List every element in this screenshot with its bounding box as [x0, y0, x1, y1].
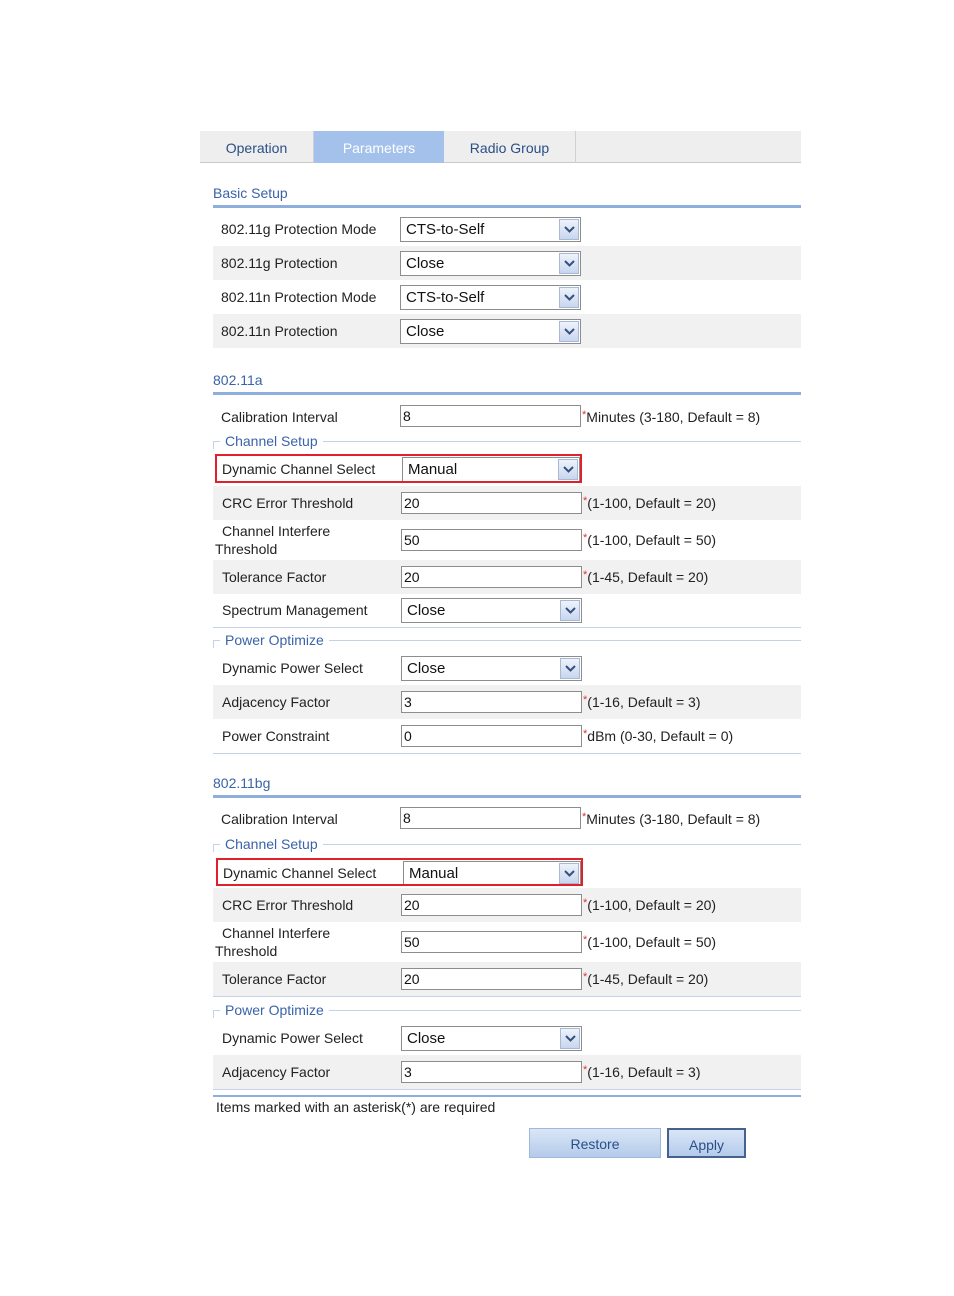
input-11a-crc-threshold[interactable]: 20 [401, 492, 582, 514]
hint-interfere: *(1-100, Default = 50) [583, 532, 717, 548]
power-optimize-legend: Power Optimize [220, 632, 329, 648]
label-crc-error-threshold: CRC Error Threshold [222, 495, 354, 511]
label-power-constraint: Power Constraint [222, 728, 330, 744]
row-11bg-crc [213, 888, 801, 922]
row-11bg-adjacency [213, 1055, 801, 1089]
select-11a-spectrum-management[interactable] [401, 598, 582, 623]
row-11n-protection-mode [213, 280, 801, 314]
section-11bg-title: 802.11bg [213, 775, 271, 791]
fieldset-border [213, 627, 801, 628]
row-11a-adjacency [213, 685, 801, 719]
hint-tolerance: *(1-45, Default = 20) [583, 971, 709, 987]
apply-button[interactable]: Apply [667, 1128, 746, 1158]
tab-bar [200, 131, 801, 163]
row-11bg-dynamic-power [213, 1021, 801, 1055]
hint-text: Minutes (3-180, Default = 8) [586, 811, 761, 827]
hint-text: (1-100, Default = 50) [587, 532, 717, 548]
tab-radio-group[interactable]: Radio Group [469, 140, 550, 156]
input-11a-adjacency-factor[interactable]: 3 [401, 691, 582, 713]
label-adjacency-factor: Adjacency Factor [222, 694, 331, 710]
fieldset-border [213, 1089, 801, 1090]
select-value: Manual [408, 461, 458, 478]
label-line: Threshold [215, 541, 278, 557]
row-11a-tolerance [213, 560, 801, 594]
label-line: Channel Interfere [222, 925, 331, 941]
fieldset-corner [213, 1010, 219, 1018]
select-value: Close [406, 255, 445, 272]
label-11n-protection: 802.11n Protection [221, 323, 338, 339]
label-dynamic-channel-select: Dynamic Channel Select [222, 461, 376, 477]
label-dynamic-power-select: Dynamic Power Select [222, 660, 363, 676]
fieldset-corner [213, 640, 219, 648]
hint-crc: *(1-100, Default = 20) [583, 897, 717, 913]
hint-text: (1-45, Default = 20) [587, 971, 709, 987]
label-11g-protection-mode: 802.11g Protection Mode [221, 221, 377, 237]
row-11bg-tolerance [213, 962, 801, 996]
label-channel-interfere-threshold [215, 522, 331, 557]
chevron-down-icon[interactable] [559, 321, 579, 342]
chevron-down-icon[interactable] [559, 287, 579, 308]
label-line: Channel Interfere [222, 523, 331, 539]
select-value: Manual [409, 865, 459, 882]
hint-calibration: *Minutes (3-180, Default = 8) [582, 409, 761, 425]
select-value: Close [407, 1030, 446, 1047]
label-adjacency-factor: Adjacency Factor [222, 1064, 331, 1080]
label-spectrum-management: Spectrum Management [222, 602, 368, 618]
fieldset-border [213, 996, 801, 997]
section-divider [213, 795, 801, 798]
label-calibration-interval: Calibration Interval [221, 409, 338, 425]
input-11a-interfere-threshold[interactable]: 50 [401, 529, 582, 551]
select-value: Close [407, 602, 446, 619]
row-11bg-calibration [213, 802, 801, 836]
chevron-down-icon[interactable] [559, 219, 579, 240]
channel-setup-legend: Channel Setup [220, 836, 323, 852]
basic-setup-title: Basic Setup [213, 185, 288, 201]
hint-tolerance: *(1-45, Default = 20) [583, 569, 709, 585]
row-11a-dynamic-power [213, 651, 801, 685]
label-tolerance-factor: Tolerance Factor [222, 569, 327, 585]
select-11n-protection[interactable] [400, 319, 581, 344]
highlight-box [216, 858, 583, 886]
input-11a-power-constraint[interactable]: 0 [401, 725, 582, 747]
section-11a-title: 802.11a [213, 372, 263, 388]
select-value: Close [407, 660, 446, 677]
chevron-down-icon[interactable] [559, 253, 579, 274]
restore-button[interactable]: Restore [529, 1128, 661, 1158]
row-11g-protection [213, 246, 801, 280]
row-11a-spectrum [213, 593, 801, 627]
input-11bg-interfere-threshold[interactable]: 50 [401, 931, 582, 953]
input-11a-tolerance-factor[interactable]: 20 [401, 566, 582, 588]
select-value: CTS-to-Self [406, 289, 485, 306]
input-11bg-tolerance-factor[interactable]: 20 [401, 968, 582, 990]
label-crc-error-threshold: CRC Error Threshold [222, 897, 354, 913]
tab-parameters[interactable]: Parameters [314, 131, 444, 163]
fieldset-corner [213, 844, 219, 852]
row-11g-protection-mode [213, 212, 801, 246]
label-line: Threshold [215, 943, 278, 959]
label-11n-protection-mode: 802.11n Protection Mode [221, 289, 377, 305]
hint-text: (1-100, Default = 50) [587, 934, 717, 950]
hint-power-constraint: *dBm (0-30, Default = 0) [583, 728, 734, 744]
label-dynamic-power-select: Dynamic Power Select [222, 1030, 363, 1046]
hint-text: (1-16, Default = 3) [587, 1064, 701, 1080]
row-11a-crc [213, 486, 801, 520]
channel-setup-legend: Channel Setup [220, 433, 323, 449]
select-value: Close [406, 323, 445, 340]
select-11g-protection-mode[interactable] [400, 217, 581, 242]
label-dynamic-channel-select: Dynamic Channel Select [223, 865, 377, 881]
hint-adjacency: *(1-16, Default = 3) [583, 694, 701, 710]
section-divider [213, 205, 801, 208]
hint-calibration: *Minutes (3-180, Default = 8) [582, 811, 761, 827]
input-11bg-adjacency-factor[interactable]: 3 [401, 1061, 582, 1083]
hint-text: dBm (0-30, Default = 0) [587, 728, 734, 744]
select-value: CTS-to-Self [406, 221, 485, 238]
tab-separator [575, 131, 576, 163]
label-tolerance-factor: Tolerance Factor [222, 971, 327, 987]
hint-text: (1-16, Default = 3) [587, 694, 701, 710]
highlight-box [215, 454, 582, 483]
input-11a-calibration-interval[interactable]: 8 [400, 405, 581, 427]
tab-operation[interactable]: Operation [225, 140, 288, 156]
fieldset-corner [213, 441, 219, 449]
hint-text: Minutes (3-180, Default = 8) [586, 409, 761, 425]
power-optimize-legend: Power Optimize [220, 1002, 329, 1018]
input-11bg-crc-threshold[interactable]: 20 [401, 894, 582, 916]
label-calibration-interval: Calibration Interval [221, 811, 338, 827]
hint-interfere: *(1-100, Default = 50) [583, 934, 717, 950]
hint-text: (1-100, Default = 20) [587, 495, 717, 511]
row-11bg-interfere [213, 922, 801, 962]
section-divider [213, 392, 801, 395]
row-11a-interfere [213, 520, 801, 560]
select-11bg-dynamic-power[interactable] [401, 1026, 582, 1051]
required-note: Items marked with an asterisk(*) are required [216, 1099, 496, 1115]
chevron-down-icon[interactable] [560, 600, 580, 621]
select-11g-protection[interactable] [400, 251, 581, 276]
label-channel-interfere-threshold [215, 924, 331, 959]
hint-crc: *(1-100, Default = 20) [583, 495, 717, 511]
fieldset-border [213, 753, 801, 754]
row-11n-protection [213, 314, 801, 348]
select-11n-protection-mode[interactable] [400, 285, 581, 310]
hint-adjacency: *(1-16, Default = 3) [583, 1064, 701, 1080]
chevron-down-icon[interactable] [560, 1028, 580, 1049]
input-11bg-calibration-interval[interactable]: 8 [400, 807, 581, 829]
chevron-down-icon[interactable] [560, 658, 580, 679]
row-11a-calibration [213, 400, 801, 434]
section-divider [213, 1095, 801, 1097]
row-11a-power-constraint [213, 719, 801, 753]
select-11a-dynamic-power[interactable] [401, 656, 582, 681]
label-11g-protection: 802.11g Protection [221, 255, 338, 271]
hint-text: (1-45, Default = 20) [587, 569, 709, 585]
hint-text: (1-100, Default = 20) [587, 897, 717, 913]
